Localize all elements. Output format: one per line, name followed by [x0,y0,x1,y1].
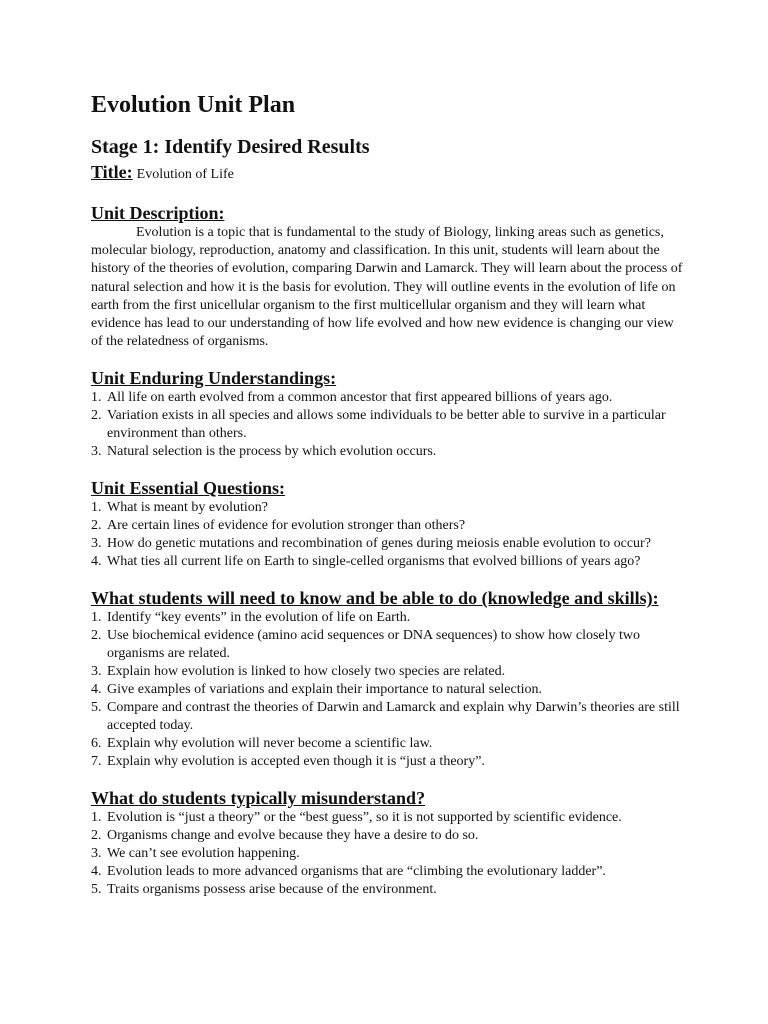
section-heading: What students will need to know and be able to do (knowledge and skills): [91,588,659,609]
unit-title-value: Evolution of Life [136,167,234,182]
list-item: 2. Use biochemical evidence (amino acid sequences or DNA sequences) to show how closely two organisms are related. [91,628,641,662]
list-item: 2. Variation exists in all species and allows some individuals to be better able to survive in a particular environment than others. [91,408,666,442]
list-item: 4. Give examples of variations and explain their importance to natural selection. [91,682,543,698]
section-essential-questions [91,477,688,571]
section-enduring-understandings [91,367,688,461]
section-heading: Unit Essential Questions: [91,478,286,499]
list-item: 1. All life on earth evolved from a common ancestor that first appeared billions of years ago. [91,390,613,406]
list-item: 3. Natural selection is the process by which evolution occurs. [91,444,437,460]
list-item: 5. Traits organisms possess arise because of the environment. [91,882,437,898]
list-item: 5. Compare and contrast the theories of Darwin and Lamarck and explain why Darwin’s theories are still accepted today. [91,700,680,734]
unit-title-label: Title: [91,162,133,182]
list-item: 7. Explain why evolution is accepted even though it is “just a theory”. [91,754,485,770]
list-item: 1. What is meant by evolution? [91,500,268,516]
unit-description-text: Evolution is a topic that is fundamental to the study of Biology, linking areas such as genetics, molecular biology, reproduction, anatomy and classification. In this unit, students will learn about the history of the theories of evolution, comparing Darwin and Lamarck. They will learn about the process of natural selection and how it is the basis for evolution. They will outline events in the evolution of life on earth from the first unicellular organism to the first multicellular organism and they will learn what evidence has lead to our understanding of how life evolved and how new evidence is changing our view of the relatedness of organisms. [91,225,683,350]
section-knowledge-skills [91,587,688,771]
numbered-list [91,499,688,571]
list-item: 3. How do genetic mutations and recombination of genes during meiosis enable evolution to occur? [91,536,651,552]
list-item: 4. What ties all current life on Earth to single-celled organisms that evolved billions of years ago? [91,554,641,570]
section-heading: What do students typically misunderstand? [91,788,426,809]
numbered-list [91,389,688,461]
list-item: 1. Identify “key events” in the evolution of life on Earth. [91,610,411,626]
section-misunderstandings [91,787,688,899]
section-heading: Unit Enduring Understandings: [91,368,337,389]
unit-description-heading: Unit Description: [91,203,225,223]
list-item: 6. Explain why evolution will never become a scientific law. [91,736,433,752]
list-item: 1. Evolution is “just a theory” or the “best guess”, so it is not supported by scientific evidence. [91,810,622,826]
list-item: 3. Explain how evolution is linked to how closely two species are related. [91,664,506,680]
unit-title-line [91,161,688,186]
list-item: 2. Organisms change and evolve because they have a desire to do so. [91,828,479,844]
list-item: 4. Evolution leads to more advanced organisms that are “climbing the evolutionary ladder”. [91,864,606,880]
stage-heading: Stage 1: Identify Desired Results [91,136,370,158]
document-title: Evolution Unit Plan [91,92,296,118]
numbered-list [91,809,688,899]
list-item: 3. We can’t see evolution happening. [91,846,300,862]
numbered-list [91,609,688,771]
list-item: 2. Are certain lines of evidence for evolution stronger than others? [91,518,466,534]
